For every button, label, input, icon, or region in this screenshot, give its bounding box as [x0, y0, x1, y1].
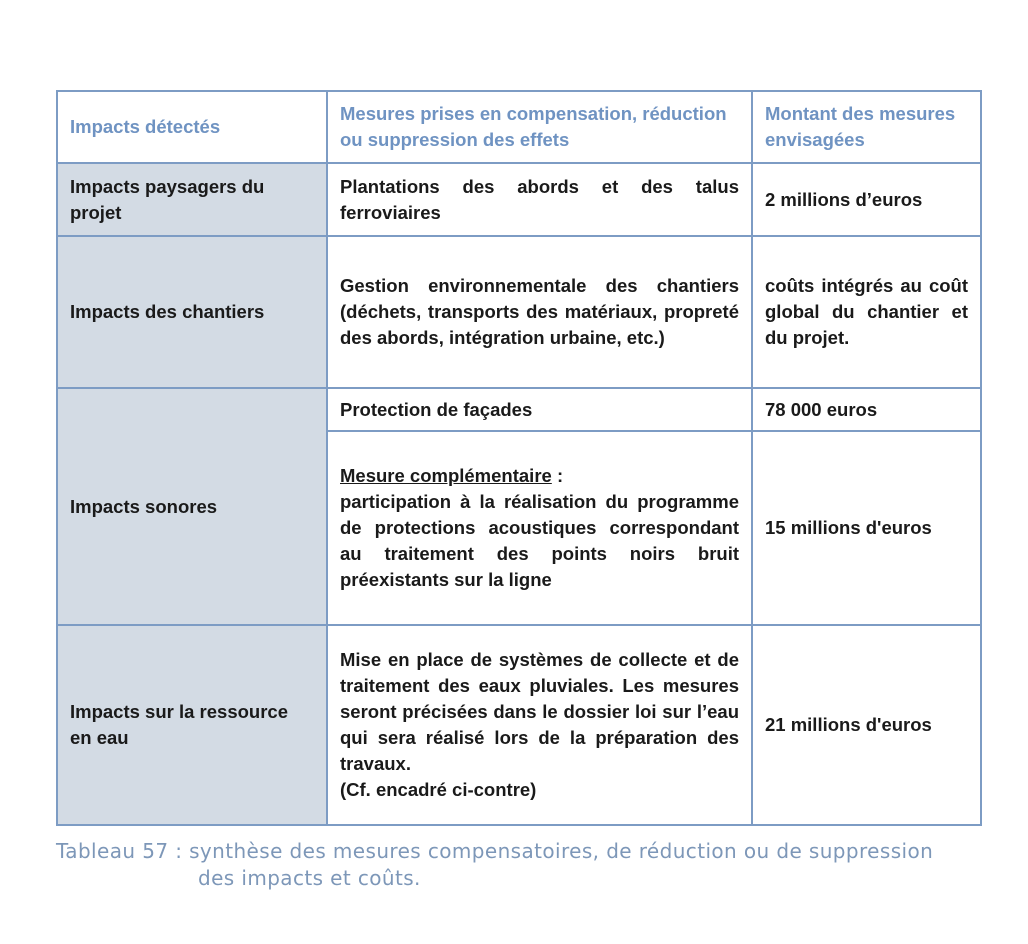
amount-cell: 78 000 euros — [752, 388, 981, 431]
measure-note: (Cf. encadré ci-contre) — [340, 779, 537, 800]
measure-cell — [327, 431, 752, 625]
measure-cell — [327, 625, 752, 825]
caption-line-2: des impacts et coûts. — [198, 866, 421, 890]
measure-subtitle-colon: : — [551, 465, 564, 486]
table-row — [57, 625, 981, 825]
caption-line-1: Tableau 57 : synthèse des mesures compensatoires, de réduction ou de suppression — [56, 839, 934, 863]
impact-cell: Impacts paysagers du projet — [57, 163, 327, 236]
impact-cell: Impacts sonores — [57, 388, 327, 625]
table-header-row — [57, 91, 981, 163]
measure-cell: Gestion environnementale des chantiers (déchets, transports des matériaux, propreté des abords, intégration urbaine, etc.) — [327, 236, 752, 388]
impact-cell: Impacts sur la ressource en eau — [57, 625, 327, 825]
table-row — [57, 236, 981, 388]
measure-subtitle: Mesure complémentaire — [340, 465, 552, 486]
amount-cell: 21 millions d'euros — [752, 625, 981, 825]
amount-cell: 2 millions d’euros — [752, 163, 981, 236]
header-amount: Montant des mesures envisagées — [752, 91, 981, 163]
header-measures: Mesures prises en compensation, réduction ou suppression des effets — [327, 91, 752, 163]
table-row — [57, 163, 981, 236]
measure-text: Mise en place de systèmes de collecte et de traitement des eaux pluviales. Les mesures seront précisées dans le dossier loi sur l’eau qui sera réalisé lors de la préparation des travaux. — [340, 649, 739, 774]
table-caption — [56, 838, 1006, 892]
measures-table — [56, 90, 982, 826]
measure-cell: Protection de façades — [327, 388, 752, 431]
impact-cell: Impacts des chantiers — [57, 236, 327, 388]
header-impacts: Impacts détectés — [57, 91, 327, 163]
measure-text: participation à la réalisation du programme de protections acoustiques correspondant au traitement des points noirs bruit préexistants sur la ligne — [340, 491, 739, 590]
measure-cell: Plantations des abords et des talus ferroviaires — [327, 163, 752, 236]
amount-cell: 15 millions d'euros — [752, 431, 981, 625]
amount-cell: coûts intégrés au coût global du chantier et du projet. — [752, 236, 981, 388]
table-row — [57, 388, 981, 431]
